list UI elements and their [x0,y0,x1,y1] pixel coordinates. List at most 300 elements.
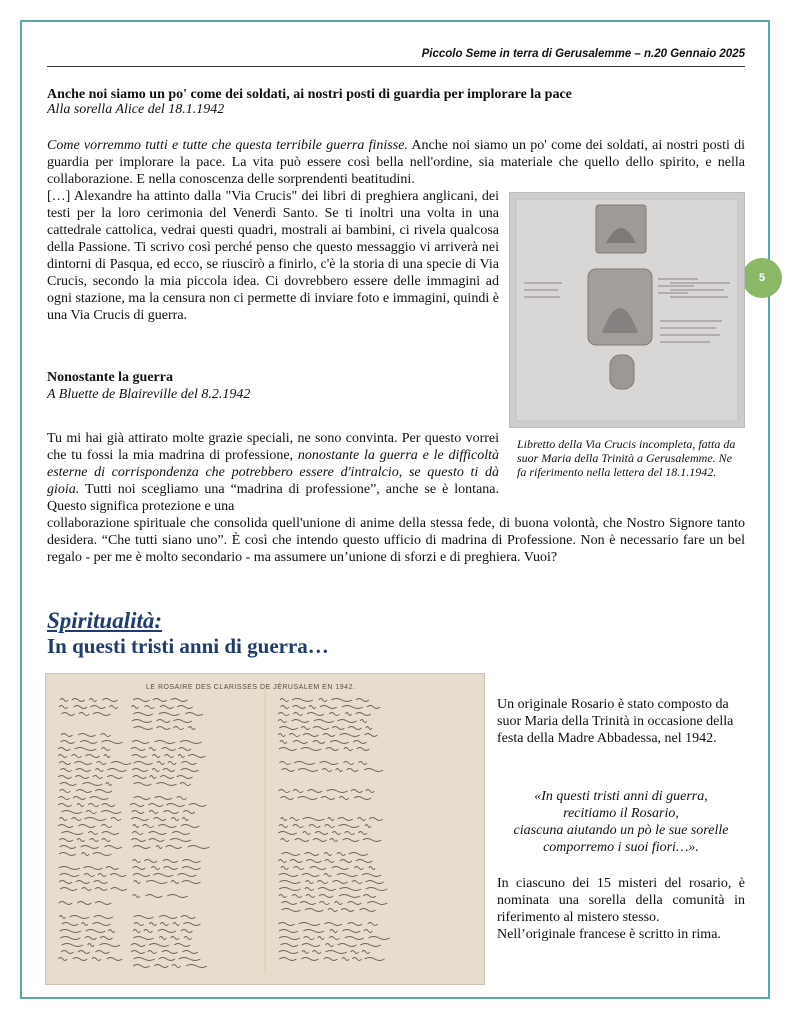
page-number-badge: 5 [742,258,782,298]
handwriting-stroke [84,818,106,821]
handwriting-stroke [134,881,141,884]
handwriting-stroke [60,783,77,786]
handwriting-stroke [181,762,196,765]
handwriting-stroke [298,797,318,800]
handwriting-stroke [154,965,168,968]
handwriting-stroke [58,748,70,751]
handwriting-stroke [133,713,153,716]
handwriting-stroke [101,748,109,751]
handwriting-stroke [278,923,295,926]
handwriting-stroke [345,937,364,940]
handwriting-stroke [160,706,174,709]
handwriting-stroke [149,839,165,842]
handwriting-stroke [279,937,300,940]
handwriting-stroke [292,720,309,723]
handwriting-stroke [301,958,318,961]
handwriting-stroke [345,713,351,716]
handwriting-stroke [306,860,321,863]
handwriting-stroke [182,867,201,870]
handwriting-stroke [74,706,87,709]
handwriting-stroke [183,951,198,954]
handwriting-stroke [131,748,145,751]
handwriting-stroke [279,727,298,730]
handwriting-stroke [133,727,152,730]
handwriting-stroke [329,713,339,716]
handwriting-stroke [59,902,73,905]
handwriting-stroke [318,937,324,940]
handwriting-stroke [293,713,302,716]
handwriting-stroke [324,874,332,877]
handwriting-stroke [72,699,85,702]
handwriting-stroke [153,818,165,821]
handwriting-stroke [179,748,191,751]
handwriting-stroke [314,720,334,723]
handwriting-stroke [188,727,195,730]
handwriting-stroke [360,720,367,723]
handwriting-stroke [308,790,323,793]
handwriting-stroke [151,867,160,870]
letter2-text-b: Tutti noi scegliamo una “madrina di professione”, anche se è lontana. Questo significa protezione e una [47,482,499,514]
section-subtitle: In questi tristi anni di guerra… [47,634,329,658]
handwriting-stroke [102,699,117,702]
rosary-rhyme-note: Nell’originale francese è scritto in rima. [497,927,721,942]
handwriting-stroke [318,888,336,891]
handwriting-stroke [303,832,311,835]
handwriting-stroke [82,888,92,891]
handwriting-stroke [88,832,97,835]
handwriting-stroke [59,762,71,765]
handwriting-stroke [133,860,141,863]
handwriting-stroke [313,741,325,744]
handwriting-stroke [366,727,372,730]
handwriting-stroke [60,888,77,891]
handwriting-stroke [163,867,177,870]
handwriting-stroke [182,881,201,884]
handwriting-stroke [106,783,112,786]
handwriting-stroke [325,825,335,828]
handwriting-stroke [315,832,328,835]
handwriting-stroke [351,951,359,954]
handwriting-stroke [369,867,375,870]
handwriting-stroke [58,825,73,828]
handwriting-stroke [298,769,318,772]
handwriting-stroke [321,797,335,800]
handwriting-stroke [369,818,383,821]
verse-line: «In questi tristi anni di guerra, [534,789,708,804]
handwriting-stroke [146,881,168,884]
handwriting-stroke [317,881,328,884]
handwriting-stroke [102,832,119,835]
handwriting-stroke [133,776,147,779]
booklet-illustration [510,193,744,427]
handwriting-stroke [82,853,90,856]
handwriting-stroke [182,860,200,863]
letter2-title: Nonostante la guerra [47,370,173,385]
letter1-paragraph-1 [47,137,745,188]
handwriting-stroke [134,797,151,800]
handwriting-stroke [365,958,385,961]
handwriting-stroke [59,867,81,870]
handwriting-stroke [178,755,185,758]
handwriting-stroke [174,944,190,947]
handwriting-stroke [150,776,156,779]
handwriting-stroke [181,930,193,933]
letter2-paragraph-part-2: collaborazione spirituale che consolida quell'unione di anime della stessa fede, di buona volontà, che Nostro Signore tanto desidera. “Che tutti siano uno”. È così che intendo questo ufficio di madrina di Professione. Non è necessario fare un bel regalo - per me è molto secondario - ma assumere un’unione di sforzi e di preghiera. Vuoi? [47,516,745,565]
handwriting-stroke [76,790,92,793]
handwriting-stroke [278,713,289,716]
handwriting-stroke [171,937,179,940]
handwriting-stroke [325,944,333,947]
handwriting-stroke [59,839,73,842]
handwriting-stroke [177,706,193,709]
handwriting-stroke [301,727,310,730]
handwriting-stroke [362,951,370,954]
handwriting-stroke [342,958,349,961]
handwriting-stroke [60,930,81,933]
handwriting-stroke [133,874,150,877]
handwriting-stroke [130,804,144,807]
handwriting-stroke [163,811,178,814]
handwriting-stroke [171,881,179,884]
handwriting-stroke [332,867,349,870]
handwriting-stroke [157,720,171,723]
handwriting-stroke [181,916,195,919]
handwriting-stroke [134,923,144,926]
handwriting-stroke [330,930,337,933]
handwriting-stroke [132,832,143,835]
handwriting-stroke [163,860,178,863]
handwriting-stroke [73,958,87,961]
handwriting-stroke [357,748,370,751]
handwriting-stroke [71,755,81,758]
handwriting-stroke [329,937,339,940]
handwriting-stroke [59,881,72,884]
handwriting-stroke [109,706,117,709]
handwriting-stroke [76,881,90,884]
handwriting-stroke [306,895,315,898]
handwriting-stroke [149,923,156,926]
handwriting-stroke [340,734,360,737]
handwriting-stroke [279,881,300,884]
handwriting-stroke [302,874,319,877]
handwriting-stroke [279,895,287,898]
handwriting-stroke [278,734,285,737]
handwriting-stroke [132,811,144,814]
handwriting-stroke [60,790,71,793]
handwriting-stroke [354,867,363,870]
handwriting-stroke [343,839,359,842]
handwriting-stroke [173,923,179,926]
handwriting-stroke [160,776,173,779]
handwriting-stroke [312,951,320,954]
handwriting-stroke [78,825,95,828]
handwriting-stroke [149,748,155,751]
handwriting-stroke [98,874,106,877]
handwriting-stroke [163,769,175,772]
handwriting-stroke [332,727,344,730]
handwriting-stroke [61,713,74,716]
handwriting-stroke [365,825,371,828]
handwriting-stroke [145,706,155,709]
handwriting-stroke [337,720,356,723]
handwriting-stroke [305,888,314,891]
handwriting-stroke [342,706,363,709]
handwriting-stroke [304,937,315,940]
letter2-paragraph-part-1 [47,430,499,515]
handwriting-stroke [279,951,299,954]
handwriting-stroke [183,811,195,814]
handwriting-stroke [366,790,374,793]
handwriting-stroke [149,811,158,814]
rosary-manuscript-photo [45,673,485,985]
handwriting-stroke [162,951,178,954]
handwriting-stroke [320,706,337,709]
handwriting-stroke [306,881,314,884]
handwriting-stroke [344,748,353,751]
handwriting-stroke [279,958,296,961]
letter1-paragraph-2: […] Alexandre ha attinto dalla "Via Crucis" dei libri di preghiera anglicani, dei testi per la loro cerimonia del Venerdì Santo. Se ti inoltri una volta in una cattedrale cattolica, vedrai questi quadri, mostrali ai bambini, ci rivela qualcosa della Passione. Ti scrivo così perché penso che questo messaggio vi arriverà nei dintorni di Pasqua, ed ecco, se riuscirò a finirlo, c'è la storia di una specie di Via Crucis, secondo la mia piccola idea. Ci dovrebbero essere delle immagini ad ogni stazione, ma la censura non ci permette di inviare foto e immagini, quindi è una Via Crucis di guerra. [47,189,499,323]
handwriting-stroke [333,881,348,884]
handwriting-stroke [108,930,114,933]
handwriting-stroke [133,937,154,940]
handwriting-stroke [100,944,121,947]
handwriting-stroke [153,699,167,702]
handwriting-stroke [160,923,168,926]
handwriting-stroke [295,839,309,842]
handwriting-stroke [76,769,91,772]
handwriting-stroke [184,937,192,940]
handwriting-stroke [157,762,164,765]
handwriting-stroke [77,902,91,905]
handwriting-stroke [75,748,97,751]
handwriting-stroke [358,818,366,821]
handwriting-stroke [289,734,300,737]
handwriting-stroke [356,860,373,863]
handwriting-stroke [61,734,72,737]
handwriting-stroke [95,888,107,891]
handwriting-stroke [292,699,313,702]
handwriting-stroke [82,783,102,786]
handwriting-stroke [59,797,70,800]
handwriting-stroke [158,825,176,828]
handwriting-stroke [131,706,138,709]
handwriting-stroke [180,783,191,786]
handwriting-stroke [319,895,333,898]
page-header: Piccolo Seme in terra di Gerusalemme – n.20 Gennaio 2025 [421,48,745,60]
handwriting-stroke [324,958,338,961]
handwriting-stroke [302,944,320,947]
handwriting-stroke [364,930,372,933]
handwriting-stroke [324,853,332,856]
handwriting-stroke [338,818,353,821]
handwriting-stroke [133,867,146,870]
handwriting-stroke [77,804,84,807]
handwriting-stroke [148,804,163,807]
handwriting-stroke [95,769,103,772]
handwriting-stroke [84,874,95,877]
handwriting-stroke [58,804,71,807]
handwriting-stroke [290,818,299,821]
handwriting-stroke [161,748,175,751]
handwriting-stroke [111,818,121,821]
handwriting-stroke [354,797,371,800]
handwriting-stroke [279,874,298,877]
handwriting-stroke [320,762,339,765]
handwriting-stroke [95,902,111,905]
handwriting-stroke [303,818,325,821]
handwriting-stroke [73,797,86,800]
handwriting-stroke [107,776,122,779]
handwriting-stroke [111,888,127,891]
handwriting-stroke [59,916,65,919]
handwriting-stroke [360,944,381,947]
handwriting-stroke [78,734,95,737]
handwriting-stroke [93,853,112,856]
handwriting-stroke [81,846,99,849]
handwriting-stroke [330,741,349,744]
handwriting-stroke [356,699,369,702]
handwriting-stroke [177,776,193,779]
handwriting-stroke [367,902,387,905]
handwriting-stroke [59,853,76,856]
handwriting-stroke [328,909,338,912]
handwriting-stroke [305,853,320,856]
handwriting-stroke [348,727,362,730]
manuscript-handwriting [46,674,484,984]
handwriting-stroke [348,902,362,905]
handwriting-stroke [337,853,346,856]
handwriting-stroke [172,965,181,968]
handwriting-stroke [100,937,113,940]
handwriting-stroke [188,846,210,849]
handwriting-stroke [111,762,131,765]
booklet-caption: Libretto della Via Crucis incompleta, fatta da suor Maria della Trinità a Gerusalemme. Ne fa riferimento nella lettera del 18.1.1942. [517,437,736,479]
handwriting-stroke [95,790,112,793]
handwriting-stroke [133,825,139,828]
verse-line: comporremo i suoi fiori…». [543,840,699,855]
handwriting-stroke [131,839,145,842]
handwriting-stroke [96,951,110,954]
handwriting-stroke [88,944,94,947]
handwriting-stroke [348,923,363,926]
handwriting-stroke [102,839,111,842]
handwriting-stroke [168,762,176,765]
handwriting-stroke [353,741,366,744]
handwriting-stroke [59,706,68,709]
handwriting-stroke [133,965,150,968]
handwriting-stroke [60,769,71,772]
handwriting-stroke [281,706,289,709]
handwriting-stroke [156,783,177,786]
handwriting-stroke [80,741,97,744]
handwriting-stroke [177,797,187,800]
handwriting-stroke [281,839,289,842]
handwriting-stroke [75,776,89,779]
handwriting-stroke [104,846,122,849]
handwriting-stroke [102,804,115,807]
handwriting-stroke [307,713,324,716]
handwriting-stroke [156,727,170,730]
handwriting-stroke [133,699,150,702]
handwriting-stroke [299,923,321,926]
handwriting-stroke [305,909,324,912]
handwriting-stroke [106,867,119,870]
handwriting-stroke [159,713,180,716]
handwriting-stroke [173,720,192,723]
handwriting-stroke [181,825,199,828]
handwriting-stroke [79,713,89,716]
handwriting-stroke [279,860,287,863]
rosary-verse [497,788,745,856]
handwriting-stroke [131,944,145,947]
handwriting-stroke [154,797,172,800]
handwriting-stroke [294,867,304,870]
handwriting-stroke [363,895,376,898]
handwriting-stroke [292,895,302,898]
handwriting-stroke [343,762,353,765]
handwriting-stroke [356,713,371,716]
handwriting-stroke [279,888,300,891]
handwriting-stroke [158,930,176,933]
handwriting-stroke [132,741,149,744]
handwriting-stroke [282,769,295,772]
handwriting-stroke [92,923,110,926]
handwriting-stroke [302,951,308,954]
handwriting-stroke [133,783,151,786]
handwriting-stroke [94,916,113,919]
handwriting-stroke [359,762,367,765]
handwriting-stroke [366,888,388,891]
handwriting-stroke [282,909,301,912]
handwriting-stroke [293,790,303,793]
handwriting-stroke [101,734,111,737]
handwriting-stroke [59,846,76,849]
handwriting-stroke [178,874,197,877]
handwriting-stroke [90,797,109,800]
handwriting-stroke [70,916,90,919]
handwriting-stroke [343,930,361,933]
handwriting-stroke [91,706,106,709]
handwriting-stroke [85,937,97,940]
handwriting-stroke [334,902,342,905]
handwriting-stroke [86,930,106,933]
handwriting-stroke [108,769,127,772]
handwriting-stroke [352,958,361,961]
handwriting-stroke [74,762,92,765]
handwriting-stroke [164,755,174,758]
handwriting-stroke [281,853,300,856]
handwriting-stroke [156,846,162,849]
handwriting-stroke [152,755,160,758]
handwriting-stroke [145,895,162,898]
letter1-paragraph-1-rest: Anche noi siamo un po' come dei soldati, ai nostri posti di guardia per implorare la pace. La vita può essere così bella nell'ordine, sia materiale che quello dello spirito, e nella collaborazione. E nella conoscenza delle sorprendenti beatitudini. [47,138,745,187]
handwriting-stroke [92,958,101,961]
handwriting-stroke [365,881,383,884]
handwriting-stroke [72,818,82,821]
letter1-title: Anche noi siamo un po' come dei soldati, ai nostri posti di guardia per implorare la pace [47,87,572,102]
handwriting-stroke [132,755,147,758]
handwriting-stroke [167,895,188,898]
handwriting-stroke [364,769,383,772]
handwriting-stroke [322,769,332,772]
handwriting-stroke [281,867,289,870]
handwriting-stroke [365,734,378,737]
handwriting-stroke [180,741,202,744]
via-crucis-booklet-photo [509,192,745,428]
handwriting-stroke [88,804,99,807]
handwriting-stroke [107,958,122,961]
handwriting-stroke [327,790,348,793]
